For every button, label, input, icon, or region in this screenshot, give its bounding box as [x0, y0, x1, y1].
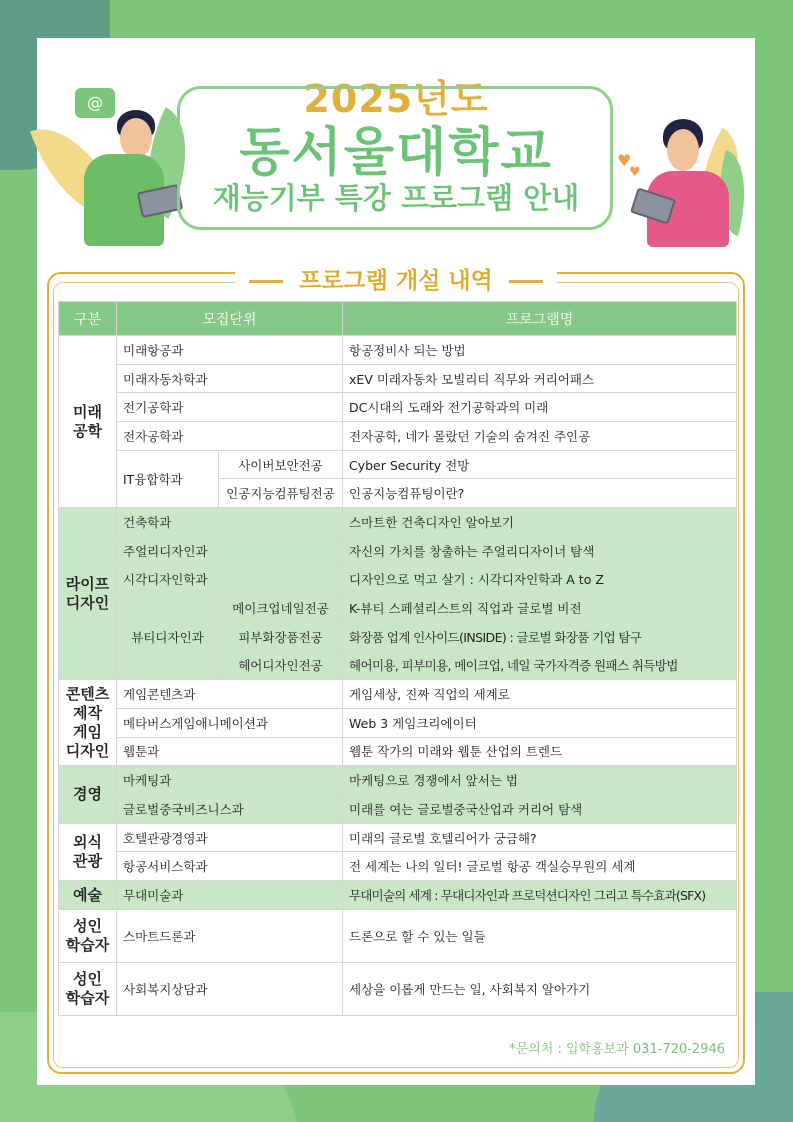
- unit-cell: 웹툰과: [117, 737, 343, 766]
- unit-cell: 게임콘텐츠과: [117, 680, 343, 709]
- table-row: [59, 962, 737, 1015]
- unit-cell: 건축학과: [117, 508, 343, 537]
- unit-cell: 전자공학과: [117, 422, 343, 451]
- unit-cell: 마케팅과: [117, 766, 343, 795]
- unit-cell: 호텔관광경영과: [117, 823, 343, 852]
- table-row: [59, 364, 737, 393]
- group-future-engineering: [59, 336, 737, 508]
- category-cell: 예술: [59, 881, 117, 910]
- heart-icon: ♥: [617, 151, 632, 170]
- unit-cell: 뷰티디자인과: [117, 594, 219, 680]
- program-cell: 헤어미용, 피부미용, 메이크업, 네일 국가자격증 원패스 취득방법: [343, 651, 737, 680]
- unit-cell: 시각디자인학과: [117, 565, 343, 594]
- program-cell: 화장품 업계 인사이드(INSIDE) : 글로벌 화장품 기업 탐구: [343, 622, 737, 651]
- table-row: [59, 823, 737, 852]
- table-row: [59, 422, 737, 451]
- table-row: [59, 680, 737, 709]
- program-cell: 드론으로 할 수 있는 일들: [343, 909, 737, 962]
- major-cell: 헤어디자인전공: [219, 651, 343, 680]
- table-row: [59, 852, 737, 881]
- table-row: [59, 393, 737, 422]
- unit-cell: 주얼리디자인과: [117, 536, 343, 565]
- table-row: [59, 909, 737, 962]
- program-cell: Web 3 게임크리에이터: [343, 708, 737, 737]
- school-title: 동서울대학교: [239, 123, 553, 183]
- header-program: 프로그램명: [343, 302, 737, 336]
- program-table: [58, 301, 737, 1016]
- heart-icon: ♥: [629, 165, 641, 180]
- program-cell: 자신의 가치를 창출하는 주얼리디자이너 탐색: [343, 536, 737, 565]
- table-row: [59, 508, 737, 537]
- program-cell: 전 세계는 나의 일터! 글로벌 항공 객실승무원의 세계: [343, 852, 737, 881]
- unit-cell: 사회복지상담과: [117, 962, 343, 1015]
- group-management: [59, 766, 737, 823]
- group-life-design: [59, 508, 737, 680]
- section-title-text: 프로그램 개설 내역: [299, 268, 493, 294]
- program-cell: 세상을 이롭게 만드는 일, 사회복지 알아가기: [343, 962, 737, 1015]
- unit-cell: 스마트드론과: [117, 909, 343, 962]
- major-cell: 인공지능컴퓨팅전공: [219, 479, 343, 508]
- contact-info: *문의처 : 입학홍보과 031-720-2946: [509, 1042, 725, 1057]
- poster: [37, 38, 755, 1085]
- year-heading: 2025년도: [303, 77, 489, 121]
- program-cell: 스마트한 건축디자인 알아보기: [343, 508, 737, 537]
- program-cell: 웹툰 작가의 미래와 웹툰 산업의 트렌드: [343, 737, 737, 766]
- category-cell: 성인 학습자: [59, 962, 117, 1015]
- table-row: [59, 565, 737, 594]
- table-row: [59, 795, 737, 824]
- program-cell: K-뷰티 스페셜리스트의 직업과 글로벌 비전: [343, 594, 737, 623]
- table-row: [59, 881, 737, 910]
- major-cell: 사이버보안전공: [219, 450, 343, 479]
- program-cell: xEV 미래자동차 모빌리티 직무와 커리어패스: [343, 364, 737, 393]
- header-unit: 모집단위: [117, 302, 343, 336]
- unit-cell: 미래자동차학과: [117, 364, 343, 393]
- program-cell: 게임세상, 진짜 직업의 세계로: [343, 680, 737, 709]
- unit-cell: IT융합학과: [117, 450, 219, 507]
- table-row: [59, 766, 737, 795]
- program-cell: 무대미술의 세계 : 무대디자인과 프로덕션디자인 그리고 특수효과(SFX): [343, 881, 737, 910]
- program-cell: 항공정비사 되는 방법: [343, 336, 737, 365]
- program-cell: 마케팅으로 경쟁에서 앞서는 법: [343, 766, 737, 795]
- unit-cell: 메타버스게임애니메이션과: [117, 708, 343, 737]
- table-header-row: [59, 302, 737, 336]
- table-row: [59, 708, 737, 737]
- at-sign-icon: @: [75, 88, 115, 118]
- group-content-game: [59, 680, 737, 766]
- major-cell: 메이크업네일전공: [219, 594, 343, 623]
- table-row: [59, 594, 737, 623]
- program-cell: 미래를 여는 글로벌중국산업과 커리어 탐색: [343, 795, 737, 824]
- group-adult-learner: [59, 909, 737, 962]
- category-cell: 외식 관광: [59, 823, 117, 880]
- table-row: [59, 737, 737, 766]
- category-cell: 경영: [59, 766, 117, 823]
- table-row: [59, 336, 737, 365]
- table-row: [59, 536, 737, 565]
- category-cell: 성인 학습자: [59, 909, 117, 962]
- category-cell: 라이프 디자인: [59, 508, 117, 680]
- group-food-tourism: [59, 823, 737, 880]
- program-cell: 미래의 글로벌 호텔리어가 궁금해?: [343, 823, 737, 852]
- unit-cell: 전기공학과: [117, 393, 343, 422]
- unit-cell: 글로벌중국비즈니스과: [117, 795, 343, 824]
- section-title: [37, 262, 755, 295]
- group-adult-learner: [59, 962, 737, 1015]
- program-cell: DC시대의 도래와 전기공학과의 미래: [343, 393, 737, 422]
- program-subtitle: 재능기부 특강 프로그램 안내: [212, 181, 580, 215]
- table-row: [59, 450, 737, 479]
- program-cell: 인공지능컴퓨팅이란?: [343, 479, 737, 508]
- category-cell: 콘텐츠 제작 게임 디자인: [59, 680, 117, 766]
- program-cell: 디자인으로 먹고 살기 : 시각디자인학과 A to Z: [343, 565, 737, 594]
- major-cell: 피부화장품전공: [219, 622, 343, 651]
- unit-cell: 무대미술과: [117, 881, 343, 910]
- category-cell: 미래 공학: [59, 336, 117, 508]
- unit-cell: 미래항공과: [117, 336, 343, 365]
- header-category: 구분: [59, 302, 117, 336]
- program-cell: Cyber Security 전망: [343, 450, 737, 479]
- program-cell: 전자공학, 네가 몰랐던 기술의 숨겨진 주인공: [343, 422, 737, 451]
- group-art: [59, 881, 737, 910]
- unit-cell: 항공서비스학과: [117, 852, 343, 881]
